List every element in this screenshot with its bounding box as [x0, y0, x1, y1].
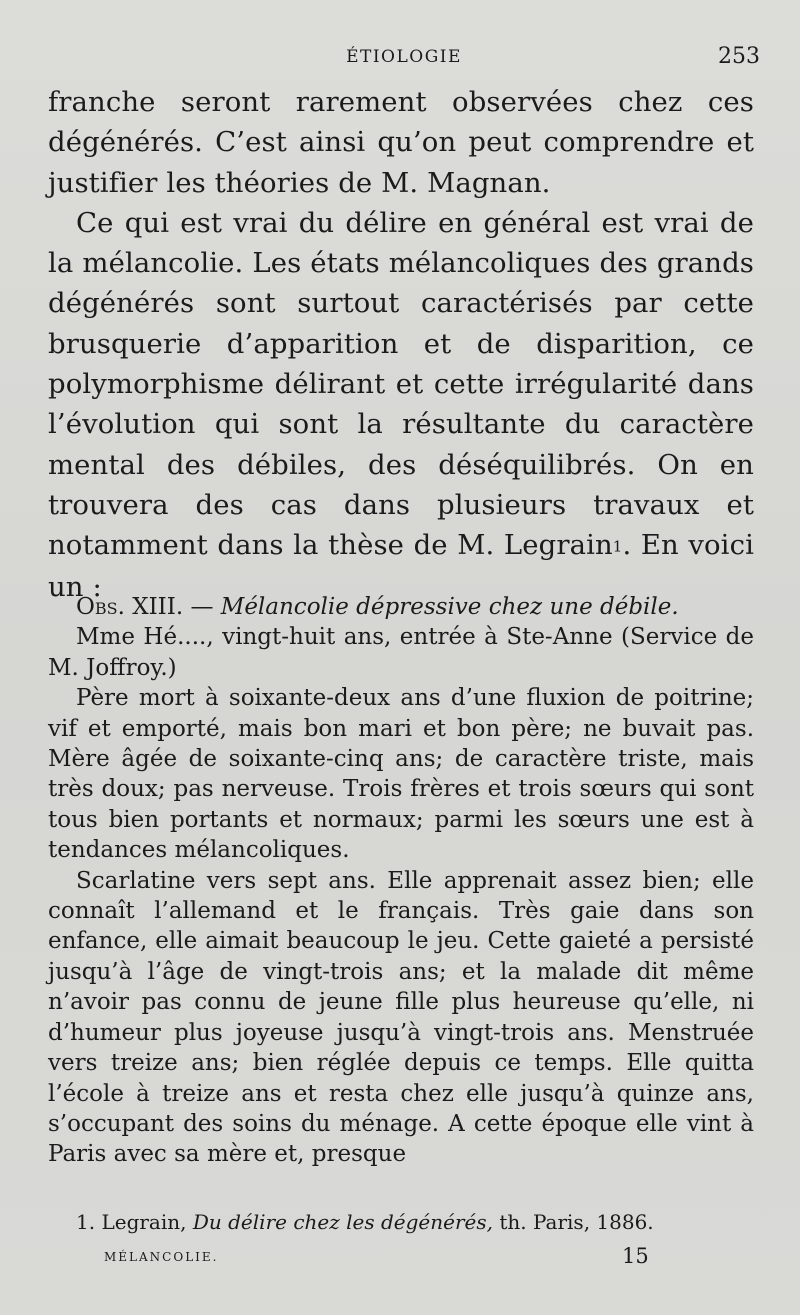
footnote-reference: 1 — [612, 537, 623, 556]
observation-dash: — — [183, 594, 221, 620]
page-header — [48, 44, 760, 74]
footnote — [76, 1208, 756, 1236]
printer-signature — [104, 1244, 664, 1274]
observation-title: Mélancolie dépressive chez une débile. — [220, 594, 679, 620]
observation-label: Obs. XIII. — [76, 594, 184, 620]
observation-paragraph-history: Scarlatine vers sept ans. Elle apprenait assez bien; elle connaît l’allemand et le français. Très gaie dans son enfance, elle aimait beaucoup le jeu. Cette gaieté a persisté jusqu’à l’âge de vingt-trois ans; et la malade dit même n’avoir pas connu de jeune fille plus heureuse qu’elle, ni d’humeur plus joyeuse jusqu’à vingt-trois ans. Menstruée vers treize ans; bien réglée depuis ce temps. Elle quitta l’école à treize ans et resta chez elle jusqu’à quinze ans, s’occupant des soins du ménage. A cette époque elle vint à Paris avec sa mère et, presque — [48, 867, 754, 1168]
footnote-author: Legrain, — [95, 1210, 193, 1234]
observation-paragraph-family: Père mort à soixante-deux ans d’une fluxion de poitrine; vif et emporté, mais bon mari et bon père; ne buvait pas. Mère âgée de soixante-cinq ans; de caractère triste, mais très doux; pas nerveuse. Trois frères et trois sœurs qui sont tous bien portants et normaux; parmi les sœurs une est à tendances mélancoliques. — [48, 685, 754, 864]
paragraph-continuation: franche seront rarement observées chez ces dégénérés. C’est ainsi qu’on peut comprendre et justifier les théories de M. Magnan. — [48, 86, 754, 199]
paragraph-tail: . En voici un : — [48, 529, 754, 603]
paragraph-text: Ce qui est vrai du délire en général est vrai de la mélancolie. Les états mélancoliques des grands dégénérés sont surtout caractérisés par cette brusquerie d’apparition et de disparition, ce polymorphisme délirant et cette irrégularité dans l’évolution qui sont la résultante du caractère mental des débiles, des déséquilibrés. On en trouvera des cas dans plusieurs travaux et notamment dans la thèse de M. Legrain — [48, 206, 754, 562]
signature-number: 15 — [622, 1244, 649, 1268]
main-text — [48, 82, 754, 607]
observation-intro: Mme Hé...., vingt-huit ans, entrée à Ste-Anne (Service de M. Joffroy.) — [48, 624, 754, 681]
running-title: ÉTIOLOGIE — [346, 47, 462, 67]
footnote-work-title: Du délire chez les dégénérés, — [192, 1210, 493, 1234]
signature-label: MÉLANCOLIE. — [104, 1250, 219, 1264]
footnote-number: 1. — [76, 1210, 96, 1234]
observation-block — [48, 592, 754, 1170]
footnote-details: th. Paris, 1886. — [493, 1210, 654, 1234]
page-number: 253 — [718, 44, 760, 69]
paragraph-melancolie — [48, 203, 754, 607]
observation-heading — [48, 592, 754, 622]
